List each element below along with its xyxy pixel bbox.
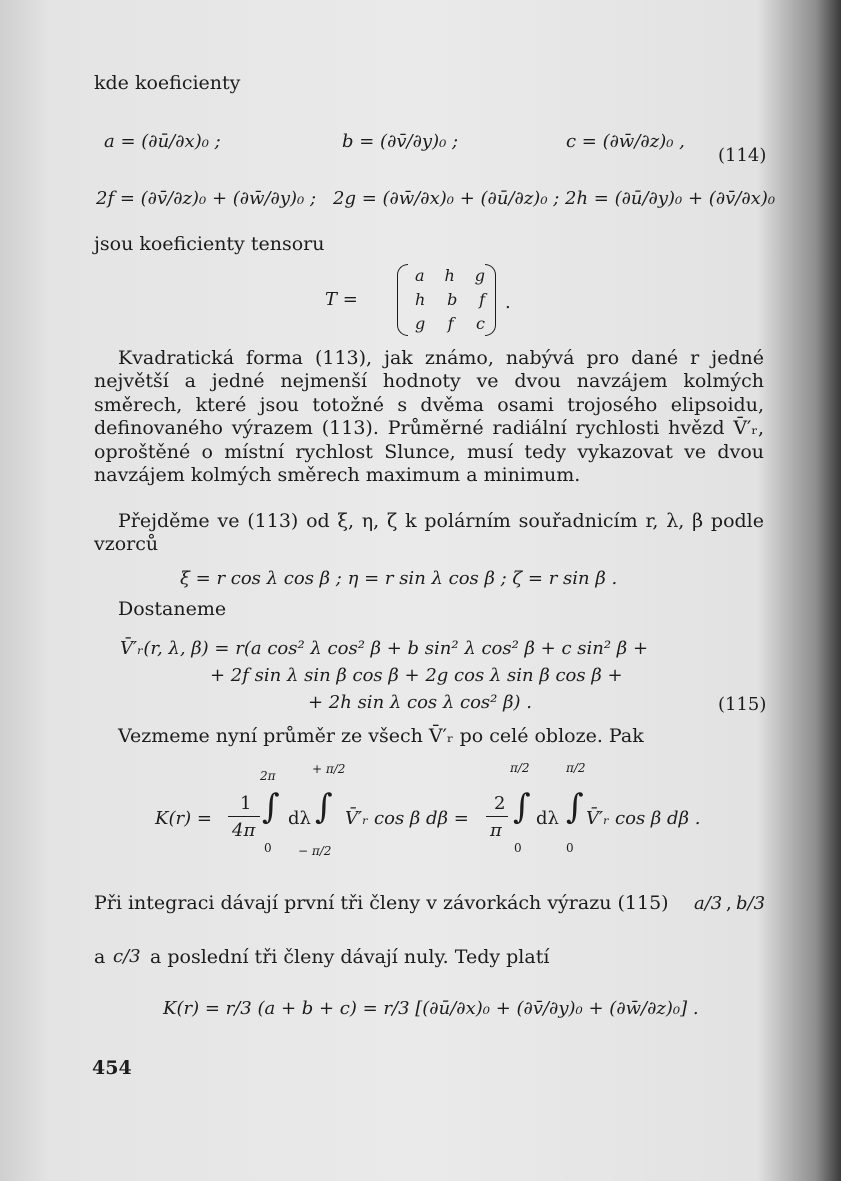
integrand-2: V̄′ᵣ cos β dβ . xyxy=(586,808,701,829)
cell: g xyxy=(415,314,426,333)
int4-lower: 0 xyxy=(566,841,574,855)
int2-lower: − π/2 xyxy=(298,844,332,858)
cell: c xyxy=(476,314,485,333)
tensor-label: T = xyxy=(325,289,358,310)
dostaneme-text: Dostaneme xyxy=(118,598,227,620)
eq114-a: a = (∂ū/∂x)₀ ; xyxy=(104,131,221,152)
paragraph-4b: a poslední tři členy dávají nuly. Tedy platí xyxy=(150,946,550,968)
polar-equations: ξ = r cos λ cos β ; η = r sin λ cos β ; ζ = r sin β . xyxy=(180,568,618,589)
k-lhs: K(r) = xyxy=(155,808,212,829)
eq115-line3: + 2h sin λ cos λ cos² β) . xyxy=(308,692,532,713)
frac-c3: c/3 xyxy=(113,946,141,967)
page-number: 454 xyxy=(92,1057,132,1079)
integral-sign: ∫ xyxy=(566,787,584,827)
int3-lower: 0 xyxy=(514,841,522,855)
int1-upper: 2π xyxy=(260,769,276,783)
frac-a3: a/3 xyxy=(694,893,723,914)
eq114-2g: 2g = (∂w̄/∂x)₀ + (∂ū/∂z)₀ ; xyxy=(333,188,560,209)
cell: f xyxy=(447,314,454,333)
eq114-c: c = (∂w̄/∂z)₀ , xyxy=(566,131,685,152)
tensor-matrix xyxy=(325,262,525,338)
dlambda-2: dλ xyxy=(536,808,559,829)
cell: h xyxy=(415,290,426,309)
paragraph-4b-a: a xyxy=(94,946,106,968)
tensor-intro: jsou koeficienty tensoru xyxy=(94,233,325,255)
eq114-2f: 2f = (∂v̄/∂z)₀ + (∂w̄/∂y)₀ ; xyxy=(96,188,317,209)
paragraph-2: Přejděme ve (113) od ξ, η, ζ k polárním souřadnicím r, λ, β podle vzorců xyxy=(94,510,764,556)
cell: h xyxy=(444,266,455,285)
int1-lower: 0 xyxy=(264,841,272,855)
cell: f xyxy=(479,290,485,309)
eq115-number: (115) xyxy=(718,694,767,715)
matrix-row-3 xyxy=(415,314,485,333)
cell: g xyxy=(474,266,485,285)
left-paren xyxy=(397,264,408,336)
intro-text: kde koeficienty xyxy=(94,72,241,94)
frac1-den: 4π xyxy=(232,820,256,841)
matrix-row-2 xyxy=(415,290,485,309)
integral-sign: ∫ xyxy=(262,787,280,827)
frac1-bar xyxy=(228,816,260,817)
cell: b xyxy=(447,290,458,309)
eq115-line2: + 2f sin λ sin β cos β + 2g cos λ sin β cos β + xyxy=(210,665,623,686)
int3-upper: π/2 xyxy=(510,761,530,775)
eq114-b: b = (∂v̄/∂y)₀ ; xyxy=(342,131,459,152)
frac2-bar xyxy=(486,816,508,817)
dlambda: dλ xyxy=(288,808,311,829)
matrix-period: . xyxy=(505,292,511,313)
integrand: V̄′ᵣ cos β dβ = xyxy=(345,808,469,829)
frac2-num: 2 xyxy=(494,793,506,814)
int2-upper: + π/2 xyxy=(312,762,346,776)
paragraph-1: Kvadratická forma (113), jak známo, nabývá pro dané r jedné největší a jedné nejmenší hodnoty ve dvou navzájem kolmých směrech, které jsou totožné s dvěma osami trojosého elipsoidu, definovaného výrazem (113). Průměrné radiální rychlosti hvězd V̄′ᵣ, oproštěné o místní rychlost Slunce, musí tedy vykazovat ve dvou navzájem kolmých směrech maximum a minimum. xyxy=(94,347,764,487)
eq-K-result: K(r) = r/3 (a + b + c) = r/3 [(∂ū/∂x)₀ + (∂v̄/∂y)₀ + (∂w̄/∂z)₀] . xyxy=(163,998,699,1019)
frac2-den: π xyxy=(490,820,502,841)
integral-sign: ∫ xyxy=(513,787,531,827)
integral-sign: ∫ xyxy=(315,787,333,827)
frac-b3: b/3 xyxy=(736,893,766,914)
paragraph-4a: Při integraci dávají první tři členy v závorkách výrazu (115) xyxy=(94,892,669,914)
eq115-line1: V̄′ᵣ(r, λ, β) = r(a cos² λ cos² β + b sin² λ cos² β + c sin² β + xyxy=(120,638,649,659)
paragraph-3: Vezmeme nyní průměr ze všech V̄′ᵣ po celé obloze. Pak xyxy=(118,725,644,747)
eq114-number: (114) xyxy=(718,145,767,166)
int4-upper: π/2 xyxy=(566,761,586,775)
comma: , xyxy=(726,893,732,914)
frac1-num: 1 xyxy=(240,793,252,814)
eq114-2h: 2h = (∂ū/∂y)₀ + (∂v̄/∂x)₀ xyxy=(565,188,776,209)
right-paren xyxy=(485,264,496,336)
cell: a xyxy=(415,266,425,285)
matrix-row-1 xyxy=(415,266,485,285)
